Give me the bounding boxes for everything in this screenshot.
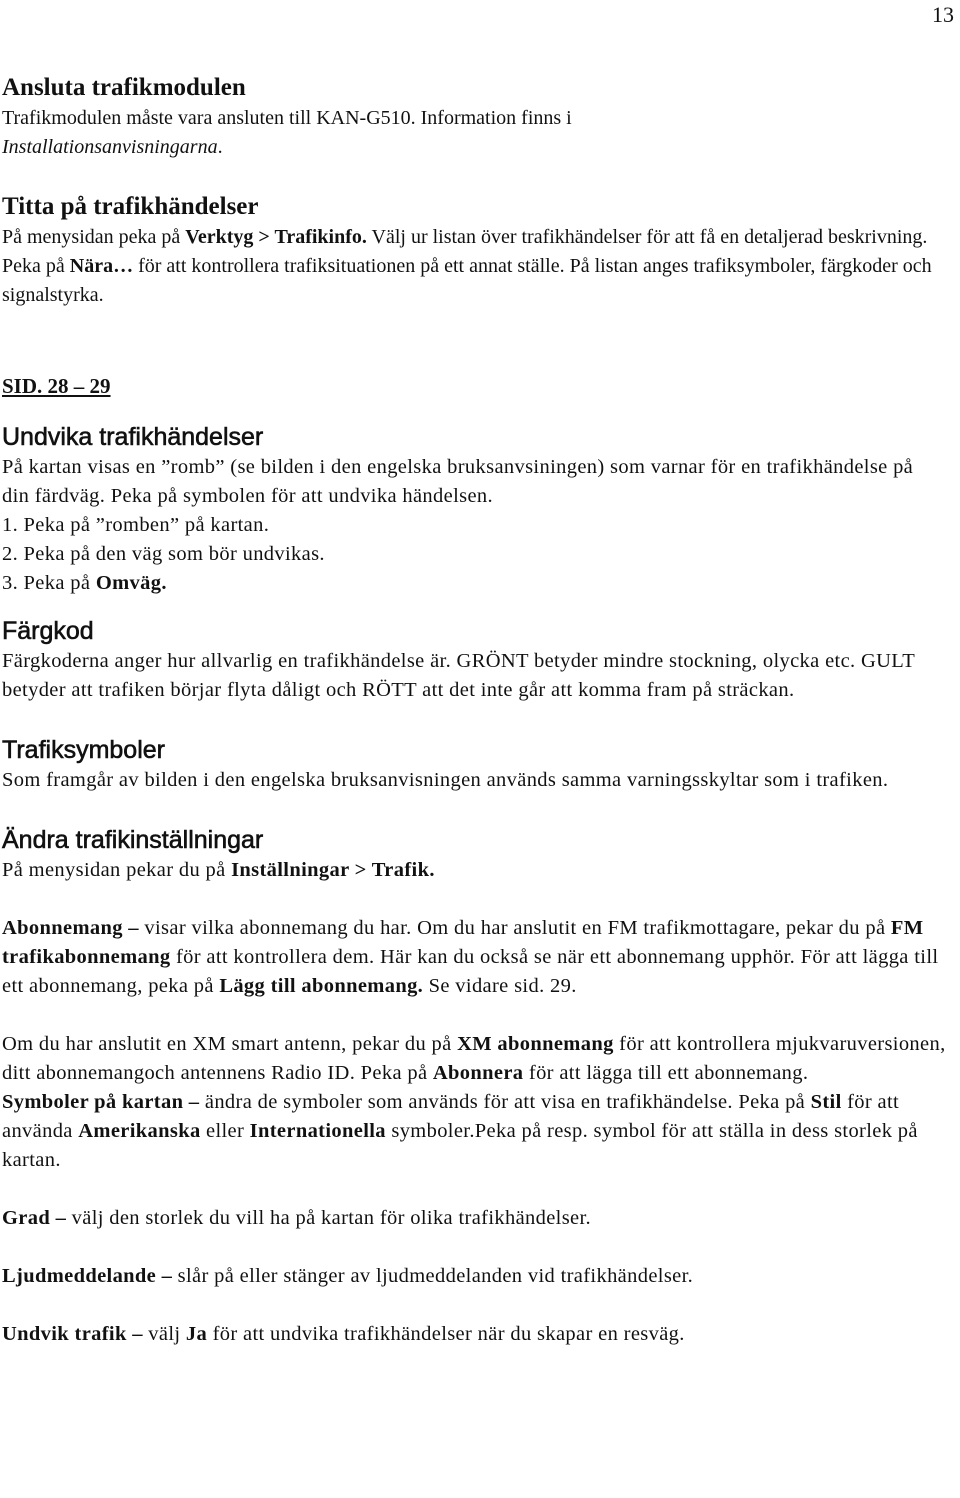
andra-intro-bold: Inställningar > Trafik.	[231, 859, 435, 881]
undvika-steps	[2, 511, 954, 598]
symboler-text-4: symboler.Peka på resp. symbol för att ställa in dess storlek på kartan.	[2, 1120, 918, 1171]
abonnemang-text-3: Se vidare sid. 29.	[423, 975, 577, 997]
section-fargkod	[2, 615, 954, 705]
titta-bold-nara: Nära…	[69, 255, 134, 277]
ansluta-line2-end: .	[217, 136, 223, 158]
ljud-text: slår på eller stänger av ljudmeddelanden vid trafikhändelser.	[172, 1265, 694, 1287]
symboler-label: Symboler på kartan –	[2, 1091, 200, 1113]
undvik-paragraph	[2, 1320, 954, 1349]
page-reference: SID. 28 – 29	[2, 374, 111, 398]
fargkod-text: Färgkoderna anger hur allvarlig en trafikhändelse är. GRÖNT betyder mindre stockning, olycka etc. GULT betyder att trafiken börjar flyta dåligt och RÖTT att det inte går att komma fram på sträckan.	[2, 650, 915, 701]
section-title-ansluta: Ansluta trafikmodulen	[2, 74, 246, 101]
section-undvika	[2, 421, 954, 598]
xm-text-1: Om du har anslutit en XM smart antenn, pekar du på	[2, 1033, 458, 1055]
abonnemang-add-label: Lägg till abonnemang.	[219, 975, 424, 997]
page-number: 13	[932, 2, 954, 27]
grad-text: välj den storlek du vill ha på kartan för olika trafikhändelser.	[66, 1207, 592, 1229]
section-title-andra: Ändra trafikinställningar	[2, 826, 264, 854]
trafiksymboler-text: Som framgår av bilden i den engelska bruksanvisningen används samma varningsskyltar som i trafiken.	[2, 769, 889, 791]
symboler-text-2: för att använda	[2, 1091, 900, 1142]
undvik-label: Undvik trafik –	[2, 1323, 143, 1345]
grad-label: Grad –	[2, 1207, 67, 1229]
ansluta-italic-ref: Installationsanvisningarna	[2, 136, 218, 158]
document-body	[2, 72, 954, 1349]
undvika-step-2: 2. Peka på den väg som bör undvikas.	[2, 543, 325, 565]
section-title-titta: Titta på trafikhändelser	[2, 193, 259, 220]
symboler-stil-label: Stil	[810, 1091, 842, 1113]
abonnemang-fm-label: FM trafikabonnemang	[2, 917, 924, 968]
xm-abonnemang-label: XM abonnemang	[457, 1033, 614, 1055]
titta-text-1: På menysidan peka på	[2, 226, 186, 248]
section-ansluta	[2, 72, 954, 162]
abonnemang-text-2: för att kontrollera dem. Här kan du också se när ett abonnemang upphör. För att lägga till ett abonnemang, peka på	[2, 946, 939, 997]
ansluta-line1: Trafikmodulen måste vara ansluten till KAN-G510. Information finns i	[2, 107, 572, 129]
symboler-text-3: eller	[200, 1120, 250, 1142]
ansluta-text	[2, 104, 954, 162]
titta-text	[2, 223, 942, 310]
symboler-paragraph	[2, 1088, 957, 1175]
xm-text-3: för att lägga till ett abonnemang.	[523, 1062, 809, 1084]
xm-paragraph	[2, 1030, 957, 1088]
symboler-internationella-label: Internationella	[249, 1120, 386, 1142]
section-title-trafiksymboler: Trafiksymboler	[2, 736, 165, 764]
undvika-step-1: 1. Peka på ”romben” på kartan.	[2, 514, 270, 536]
undvik-text-2: för att undvika trafikhändelser när du skapar en resväg.	[207, 1323, 685, 1345]
abonnemang-label: Abonnemang –	[2, 917, 139, 939]
abonnemang-text-1: visar vilka abonnemang du har. Om du har anslutit en FM trafikmottagare, pekar du på	[138, 917, 891, 939]
undvika-step-3-bold: Omväg.	[95, 572, 167, 594]
symboler-text-1: ändra de symboler som används för att visa en trafikhändelse. Peka på	[199, 1091, 811, 1113]
grad-paragraph	[2, 1204, 954, 1233]
section-title-undvika: Undvika trafikhändelser	[2, 423, 264, 451]
section-trafiksymboler	[2, 734, 954, 795]
symboler-amerikanska-label: Amerikanska	[78, 1120, 201, 1142]
section-title-fargkod: Färgkod	[2, 617, 94, 645]
undvik-text-1: välj	[142, 1323, 186, 1345]
abonnemang-paragraph	[2, 914, 942, 1001]
undvika-text: På kartan visas en ”romb” (se bilden i den engelska bruksanvsiningen) som varnar för en trafikhändelse på din färdväg. Peka på symbolen för att undvika händelsen.	[2, 456, 914, 507]
section-andra	[2, 824, 954, 885]
ljud-label: Ljudmeddelande –	[2, 1265, 173, 1287]
section-titta	[2, 191, 954, 310]
andra-intro	[2, 856, 954, 885]
undvika-step-3	[2, 569, 954, 598]
undvika-step-3-text: 3. Peka på	[2, 572, 96, 594]
xm-abonnera-label: Abonnera	[432, 1062, 524, 1084]
ljud-paragraph	[2, 1262, 954, 1291]
titta-text-3: för att kontrollera trafiksituationen på ett annat ställe. På listan anges trafiksymboler, färgkoder och signalstyrka.	[2, 255, 932, 306]
titta-bold-verktyg: Verktyg > Trafikinfo.	[185, 226, 367, 248]
titta-text-2: Välj ur listan över trafikhändelser för att få en detaljerad beskrivning. Peka på	[2, 226, 928, 277]
andra-intro-text: På menysidan pekar du på	[2, 859, 232, 881]
undvik-ja-label: Ja	[185, 1323, 208, 1345]
xm-text-2: för att kontrollera mjukvaruversionen, ditt abonnemangoch antennens Radio ID. Peka på	[2, 1033, 946, 1084]
